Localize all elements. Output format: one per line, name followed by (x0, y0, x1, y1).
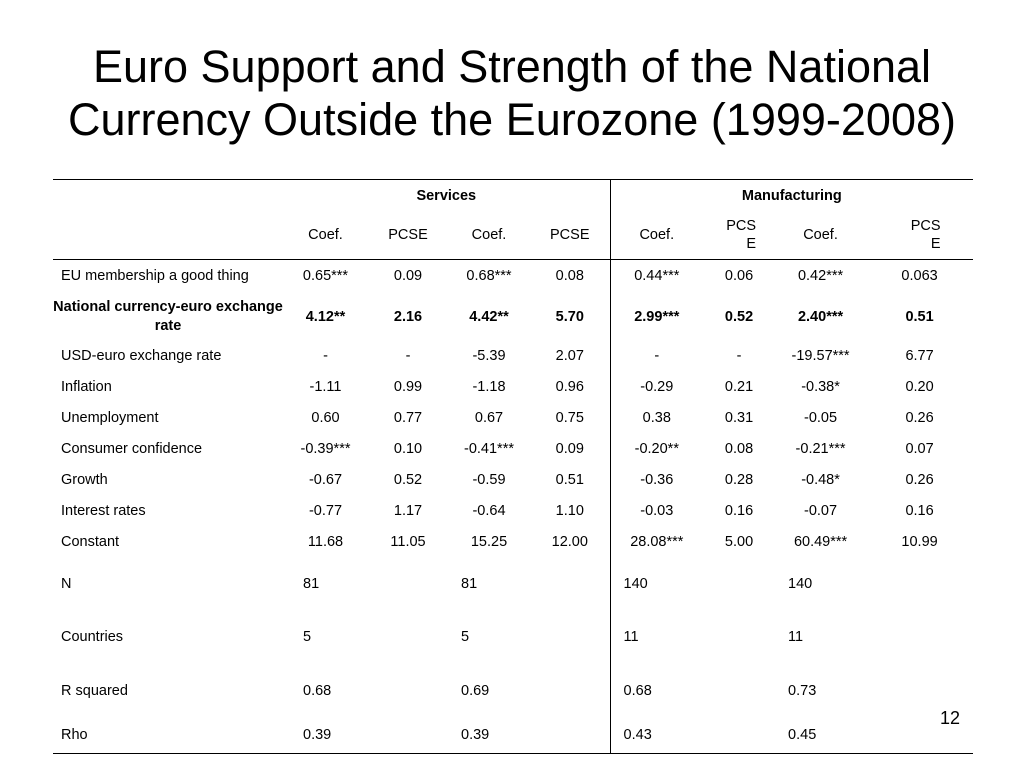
table-cell: 0.51 (530, 465, 610, 496)
table-cell: -0.39*** (300, 441, 351, 457)
table-cell: 0.16 (905, 503, 934, 519)
table-cell: -0.48* (801, 472, 840, 488)
stat-row (53, 558, 973, 611)
stat-value: 0.39 (448, 718, 610, 754)
table-cell: -0.38* (801, 379, 840, 395)
subheader: PCSE (388, 227, 428, 244)
table-row (53, 496, 973, 527)
table-cell: -0.03 (640, 503, 674, 519)
table-cell: 0.96 (530, 372, 610, 403)
row-label: USD-euro exchange rate (61, 348, 222, 364)
table-cell: 0.063 (866, 260, 973, 293)
row-label: Growth (61, 472, 108, 488)
table-row (53, 527, 973, 558)
table-cell: 0.16 (724, 503, 754, 519)
slide-title-line-1: Euro Support and Strength of the National (92, 41, 932, 92)
group-header-manufacturing: Manufacturing (610, 180, 973, 212)
table-cell: 28.08*** (630, 534, 684, 550)
regression-table (53, 179, 973, 754)
table-cell: 0.08 (530, 260, 610, 293)
row-label: Inflation (61, 379, 112, 395)
group-header-services: Services (283, 180, 610, 212)
table-cell: 0.26 (905, 410, 934, 426)
table-cell: -5.39 (472, 348, 506, 364)
table-cell: 60.49*** (793, 534, 848, 550)
table-row (53, 434, 973, 465)
table-cell: -0.05 (804, 410, 838, 426)
stat-value: 0.73 (788, 682, 817, 699)
stat-value: 0.43 (610, 718, 775, 754)
subheader: Coef. (639, 227, 675, 244)
table-cell: 11.68 (307, 534, 344, 550)
table-cell: 0.68*** (448, 260, 530, 293)
stat-value: 11 (623, 629, 639, 645)
stat-row (53, 611, 973, 664)
row-label: EU membership a good thing (53, 260, 283, 293)
row-label: Consumer confidence (61, 441, 203, 457)
summary-stat-rows (53, 558, 973, 754)
stat-value: 81 (448, 558, 610, 611)
table-cell: 2.07 (530, 341, 610, 372)
table-cell: -0.20** (634, 441, 679, 457)
table-cell: 0.26 (905, 472, 934, 488)
stat-row (53, 664, 973, 718)
table-cell: 15.25 (470, 534, 508, 550)
page-number: 12 (940, 708, 961, 728)
table-cell: 0.52 (724, 308, 754, 325)
subheader: Coef. (803, 227, 838, 244)
table-cell: -0.59 (472, 472, 506, 488)
subheader: PCS E (726, 218, 757, 253)
subheader: Coef. (308, 227, 343, 244)
table-cell: -0.77 (308, 503, 343, 519)
slide-title-line-2: Currency Outside the Eurozone (1999-2008) (67, 94, 956, 145)
table-cell: 0.06 (703, 260, 775, 293)
table-cell: -0.29 (640, 379, 674, 395)
table-cell: - (405, 348, 411, 364)
stat-label: Countries (61, 629, 124, 645)
stat-label: R squared (61, 682, 128, 699)
subheader: Coef. (471, 227, 507, 244)
table-cell: 12.00 (530, 527, 610, 558)
table-cell: - (323, 348, 328, 364)
table-cell: 2.40*** (797, 308, 844, 325)
table-cell: -0.41*** (464, 441, 514, 457)
table-row (53, 341, 973, 372)
coefficient-rows (53, 260, 973, 558)
table-cell: 5.00 (724, 534, 754, 550)
subheader-row (53, 212, 973, 260)
header-blank (53, 180, 283, 212)
stat-label: N (61, 576, 72, 592)
table-cell: 0.51 (905, 308, 934, 325)
table-cell: 0.67 (474, 410, 504, 426)
table-row (53, 260, 973, 293)
header-blank (53, 212, 283, 260)
stat-value: 11 (788, 629, 804, 645)
table-cell: 0.21 (724, 379, 754, 395)
stat-value: 5 (303, 629, 312, 645)
table-cell: -19.57*** (791, 348, 850, 364)
table-cell: 1.17 (393, 503, 423, 519)
slide-title (0, 40, 1024, 146)
table-cell: -0.21*** (795, 441, 846, 457)
row-label: Unemployment (61, 410, 159, 426)
stat-value: 81 (303, 576, 320, 592)
subheader: PCSE (530, 212, 610, 260)
table-cell: 11.05 (390, 534, 426, 550)
table-row (53, 372, 973, 403)
stat-value: 0.69 (448, 664, 610, 718)
table-cell: 0.10 (393, 441, 423, 457)
subheader: PCS E (910, 218, 941, 253)
table-cell: 6.77 (905, 348, 934, 364)
table-cell: 4.12** (305, 308, 346, 325)
stat-value: 5 (448, 611, 610, 664)
stat-label: Rho (53, 718, 283, 754)
table-cell: 0.09 (368, 260, 448, 293)
table-cell: 5.70 (530, 293, 610, 341)
table-cell: 2.99*** (634, 308, 680, 325)
table-cell: 0.20 (905, 379, 934, 395)
row-label: National currency-euro exchange rate (53, 298, 283, 334)
table-cell: -1.18 (472, 379, 506, 395)
stat-value: 140 (623, 576, 648, 592)
table-cell: 0.09 (530, 434, 610, 465)
table-cell: 0.60 (311, 410, 340, 426)
stat-value: 0.68 (623, 682, 652, 699)
table-cell: 2.16 (393, 308, 423, 325)
table-cell: 0.42*** (775, 260, 866, 293)
table-cell: 0.99 (393, 379, 423, 395)
table-cell: 0.75 (530, 403, 610, 434)
table-cell: 0.52 (393, 472, 423, 488)
table-cell: 1.10 (530, 496, 610, 527)
table-cell: - (736, 348, 742, 364)
row-label: Constant (61, 534, 120, 550)
stat-value: 140 (788, 576, 813, 592)
row-label: Interest rates (61, 503, 146, 519)
table-cell: 0.65*** (283, 260, 368, 293)
group-header-row (53, 180, 973, 212)
table-cell: 0.77 (393, 410, 423, 426)
table-cell: - (654, 348, 660, 364)
table-cell: 0.28 (724, 472, 754, 488)
table-cell: 10.99 (901, 534, 938, 550)
table-cell: -0.67 (308, 472, 343, 488)
stat-value: 0.68 (303, 682, 332, 699)
table-cell: 0.07 (905, 441, 934, 457)
table-cell: -1.11 (309, 379, 342, 395)
stat-value: 0.39 (283, 718, 448, 754)
table-cell: 0.44*** (610, 260, 703, 293)
table-cell: 0.31 (724, 410, 754, 426)
table-cell: -0.64 (472, 503, 506, 519)
table-row (53, 403, 973, 434)
table-cell: 0.08 (724, 441, 754, 457)
table-row (53, 293, 973, 341)
table-cell: -0.36 (640, 472, 674, 488)
table-cell: 0.38 (642, 410, 671, 426)
stat-value: 0.45 (775, 718, 973, 754)
table-row (53, 465, 973, 496)
stat-row (53, 718, 973, 754)
table-cell: -0.07 (804, 503, 838, 519)
table-cell: 4.42** (469, 308, 509, 325)
